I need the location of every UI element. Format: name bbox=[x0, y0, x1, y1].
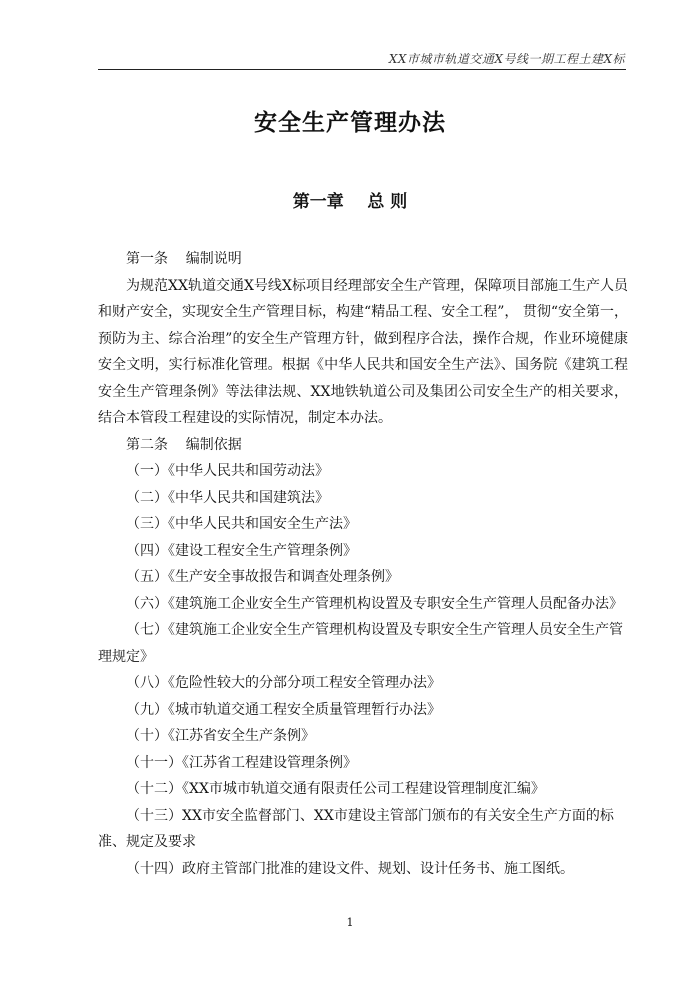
chapter-title: 第一章 总 则 bbox=[292, 192, 408, 212]
article-heading: 第二条 编制依据 bbox=[126, 436, 242, 453]
header-divider bbox=[98, 69, 626, 70]
list-item: （十一）《江苏省工程建设管理条例》 bbox=[126, 754, 357, 771]
page-number: 1 bbox=[346, 916, 354, 929]
list-item: （八）《危险性较大的分部分项工程安全管理办法》 bbox=[126, 675, 441, 691]
list-item: （十）《江苏省安全生产条例》 bbox=[126, 728, 315, 744]
document-title: 安全生产管理办法 bbox=[254, 110, 446, 136]
list-item: （二）《中华人民共和国建筑法》 bbox=[126, 489, 329, 506]
list-item: （九）《城市轨道交通工程安全质量管理暂行办法》 bbox=[126, 701, 441, 718]
article-heading: 第一条 编制说明 bbox=[126, 251, 242, 267]
list-item: （十三）XX市安全监督部门、XX市建设主管部门颁布的有关安全生产方面的标准、规定及要求 bbox=[98, 807, 614, 850]
list-item: （七）《建筑施工企业安全生产管理机构设置及专职安全生产管理人员安全生产管理规定》 bbox=[98, 622, 623, 665]
list-item: （五）《生产安全事故报告和调查处理条例》 bbox=[126, 569, 399, 585]
document-body bbox=[98, 246, 628, 882]
list-item: （六）《建筑施工企业安全生产管理机构设置及专职安全生产管理人员配备办法》 bbox=[126, 595, 623, 612]
list-item: （一）《中华人民共和国劳动法》 bbox=[126, 463, 329, 479]
list-item: （十四）政府主管部门批准的建设文件、规划、设计任务书、施工图纸。 bbox=[126, 860, 574, 877]
running-header: XX市城市轨道交通X号线一期工程土建X标 bbox=[388, 52, 625, 66]
article-paragraph: 为规范XX轨道交通X号线X标项目经理部安全生产管理，保障项目部施工生产人员和财产安全，实现安全生产管理目标，构建“精品工程、安全工程”， 贯彻“安全第一，预防为主、综合治理”的安全生产管理方针，做到程序合法，操作合规，作业环境健康安全文明，实行标准化管理。根据《中华人民共和国安全生产法》、国务院《建筑工程安全生产管理条例》等法律法规、XX地铁轨道公司及集团公司安全生产的相关要求，结合本管段工程建设的实际情况，制定本办法。 bbox=[98, 277, 628, 426]
list-item: （十二）《XX市城市轨道交通有限责任公司工程建设管理制度汇编》 bbox=[126, 781, 545, 797]
list-item: （三）《中华人民共和国安全生产法》 bbox=[126, 516, 357, 532]
list-item: （四）《建设工程安全生产管理条例》 bbox=[126, 542, 357, 559]
